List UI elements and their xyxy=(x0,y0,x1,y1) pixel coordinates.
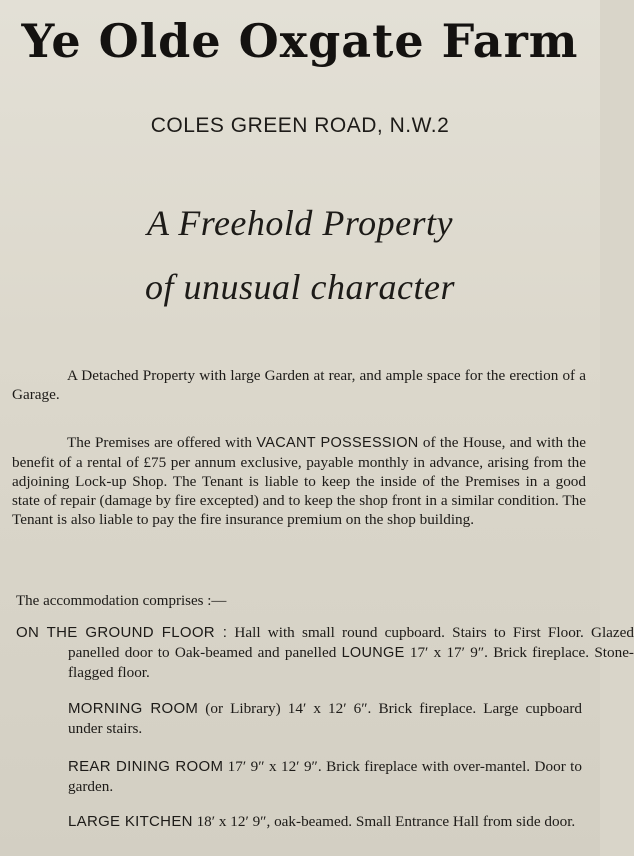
lounge-label: LOUNGE xyxy=(341,645,405,661)
address-line: COLES GREEN ROAD, N.W.2 xyxy=(150,114,450,137)
room-description: 18′ x 12′ 9″, oak-beamed. Small Entrance Hall from side door. xyxy=(192,813,576,830)
room-name: MORNING ROOM xyxy=(68,700,199,717)
ground-floor-heading: ON THE GROUND FLOOR : xyxy=(16,624,228,641)
room-name: LARGE KITCHEN xyxy=(68,813,193,830)
headline-line-1: A Freehold Property xyxy=(146,203,454,243)
ground-floor-entry xyxy=(16,623,634,683)
room-entry-rear-dining-room xyxy=(68,757,582,797)
vacant-possession-emphasis: VACANT POSSESSION xyxy=(256,435,419,451)
room-description: 17′ 9″ x 12′ 9″. Brick fireplace with over-mantel. Door to garden. xyxy=(68,758,582,795)
paragraph-detached-property: A Detached Property with large Garden at rear, and ample space for the erection of a Garage. xyxy=(12,367,586,403)
room-entry-morning-room xyxy=(68,699,582,739)
lounge-text: 17′ x 17′ 9″. Brick fireplace. Stone-flagged floor. xyxy=(68,644,634,681)
paragraph-premises-before: The Premises are offered with xyxy=(67,434,257,451)
accommodation-intro: The accommodation comprises :— xyxy=(16,593,227,609)
room-description: (or Library) 14′ x 12′ 6″. Brick fireplace. Large cupboard under stairs. xyxy=(68,700,582,737)
document-title: Ye Olde Oxgate Farm xyxy=(21,14,579,68)
room-name: REAR DINING ROOM xyxy=(68,758,224,775)
paragraph-premises-after: of the House, and with the benefit of a rental of £75 per annum exclusive, payable monthly in advance, arising from the adjoining Lock-up Shop. The Tenant is liable to keep the inside of the Premises in a good state of repair (damage by fire excepted) and to keep the shop front in a similar condition. The Tenant is also liable to pay the fire insurance premium on the shop building. xyxy=(12,434,586,528)
room-entry-large-kitchen xyxy=(68,812,582,832)
headline-line-2: of unusual character xyxy=(145,267,455,307)
paragraph-premises xyxy=(12,433,586,529)
ground-floor-text: Hall with small round cupboard. Stairs to First Floor. Glazed panelled door to Oak-beamed and panelled xyxy=(68,624,634,661)
